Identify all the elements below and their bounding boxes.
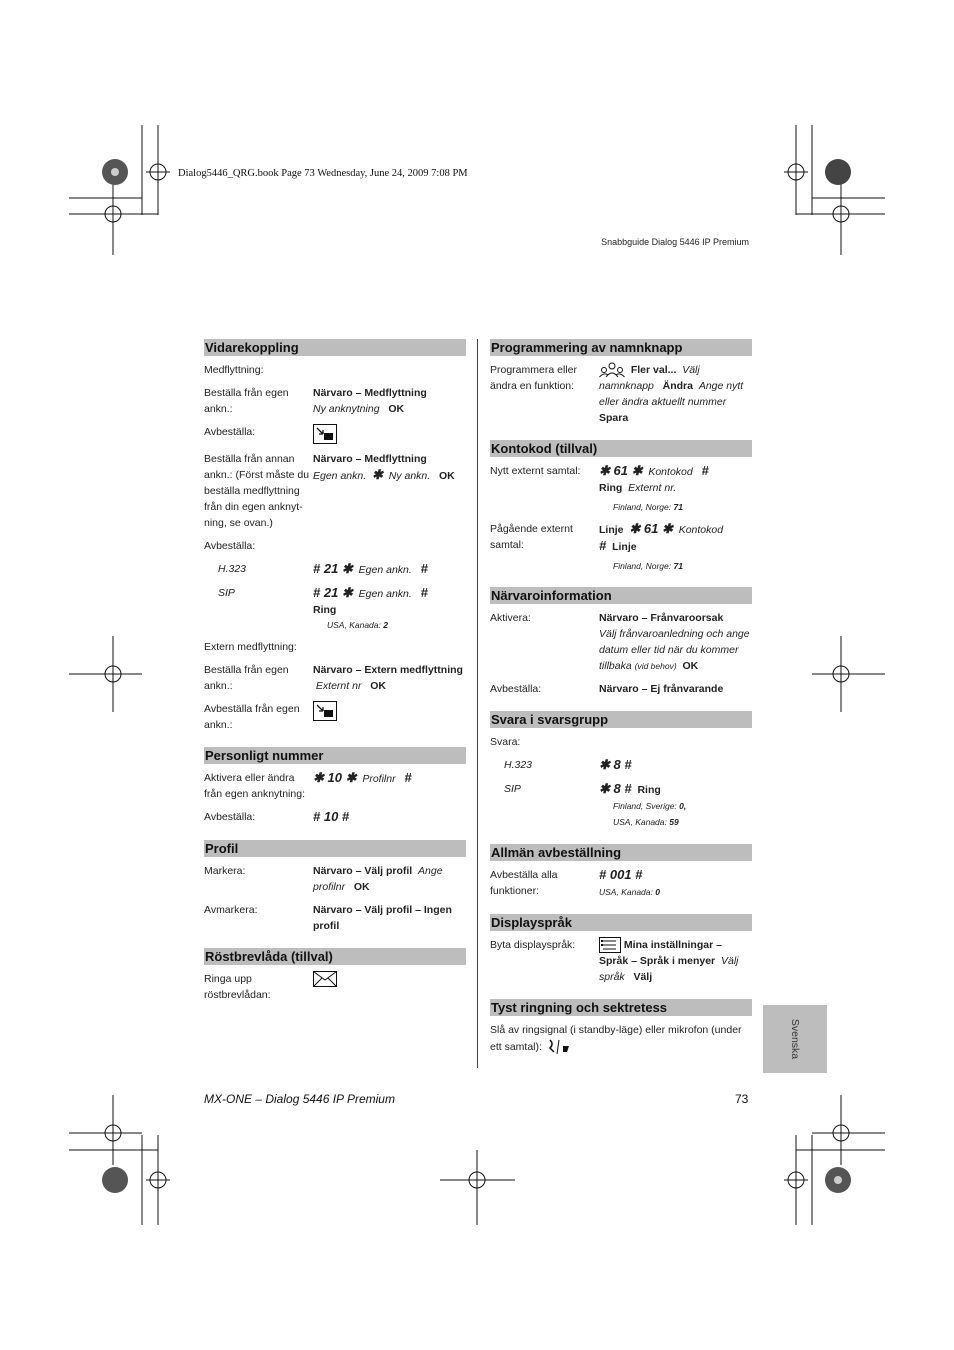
- row-label: Avbeställa:: [204, 426, 256, 438]
- row-label: Avbeställa:: [204, 811, 256, 823]
- diversion-key-icon: [313, 424, 337, 444]
- section-title: Röstbrevlåda (tillval): [204, 948, 466, 965]
- row: [490, 757, 752, 774]
- subheading: Extern medflyttning:: [204, 641, 297, 653]
- row: [204, 971, 466, 1003]
- row: [204, 424, 466, 444]
- note: Finland, Norge: 71: [613, 561, 683, 572]
- section-title: Kontokod (tillval): [490, 440, 752, 457]
- row-value: Fler val... Välj namnknapp Ändra Ange nytt eller ändra aktuellt nummer Spara: [599, 364, 744, 425]
- row-value: ✱ 8 #: [599, 757, 632, 773]
- row-value: ✱ 8 # Ring: [599, 781, 661, 797]
- subheading: Medflyttning:: [204, 364, 264, 376]
- mute-icon: [545, 1038, 573, 1056]
- page-number: 73: [735, 1092, 749, 1106]
- section-title: Personligt nummer: [204, 747, 466, 764]
- row: [490, 362, 752, 426]
- row-value: [313, 701, 466, 733]
- row-label: SIP: [504, 783, 521, 796]
- row-value: Närvaro – Välj profil – Ingen profil: [313, 904, 452, 932]
- row-label: H.323: [218, 563, 247, 575]
- running-head: Snabbguide Dialog 5446 IP Premium: [601, 237, 749, 247]
- row-value: # 10 #: [313, 809, 350, 824]
- settings-list-icon: [599, 937, 621, 953]
- column-divider: [477, 339, 478, 1068]
- row: [204, 863, 466, 895]
- row-value: Mina inställningar – Språk – Språk i menyer Välj språk Välj: [599, 939, 739, 984]
- footer-title: MX-ONE – Dialog 5446 IP Premium: [204, 1092, 395, 1106]
- note: USA, Kanada: 2: [327, 620, 388, 630]
- row-label: H.323: [504, 759, 533, 772]
- section-title: Allmän avbeställning: [490, 844, 752, 861]
- section-narvaroinformation: [490, 587, 752, 697]
- row-label: Byta displayspråk:: [490, 939, 576, 952]
- row-text: Slå av ringsignal (i standby-läge) eller mikrofon (under ett samtal):: [490, 1022, 752, 1056]
- row-label: Markera:: [204, 865, 246, 877]
- row-label: Avbeställa från egen ankn.:: [204, 703, 300, 731]
- row: [204, 385, 466, 417]
- section-profil: [204, 840, 466, 934]
- row: [204, 585, 466, 618]
- row-value: Närvaro – Frånvaroorsak Välj frånvaroanledning och ange datum eller tid när du kommer tillbaka (vid behov) OK: [599, 612, 750, 673]
- row-value: [313, 424, 466, 444]
- row: [204, 809, 466, 826]
- diversion-key-icon: [313, 701, 337, 721]
- row-label: Beställa från annan ankn.: (Först måste du beställa medflyttning från din egen anknyt-ning, se ovan.): [204, 453, 310, 529]
- section-allman-avbestallning: [490, 844, 752, 900]
- row: [490, 867, 752, 900]
- subheading: Svara:: [490, 736, 521, 749]
- section-title: Närvaroinformation: [490, 587, 752, 604]
- row-label: Avbeställa:: [490, 683, 542, 696]
- note: Finland, Sverige: 0, USA, Kanada: 59: [613, 801, 687, 828]
- row: [204, 701, 466, 733]
- row-value: # 21 ✱ Egen ankn. # Ring: [313, 585, 428, 616]
- row: [204, 662, 466, 694]
- section-vidarekoppling: [204, 339, 466, 733]
- row-value: # 21 ✱ Egen ankn. #: [313, 561, 428, 576]
- row-value: # 001 # USA, Kanada: 0: [599, 867, 660, 898]
- section-personligt-nummer: [204, 747, 466, 826]
- section-title: Tyst ringning och sektretess: [490, 999, 752, 1016]
- row-label: SIP: [218, 587, 235, 599]
- section-title: Programmering av namnknapp: [490, 339, 752, 356]
- row-value: [313, 971, 466, 1003]
- row-value: Linje ✱ 61 ✱ Kontokod # Linje: [599, 521, 724, 554]
- row-label: Nytt externt samtal:: [490, 465, 581, 478]
- contacts-icon: [599, 362, 625, 378]
- section-kontokod: [490, 440, 752, 573]
- row: [490, 463, 752, 496]
- row: [204, 561, 466, 578]
- row-value: Närvaro – Medflyttning Ny anknytning OK: [313, 387, 427, 415]
- row: [490, 521, 752, 555]
- section-title: Vidarekoppling: [204, 339, 466, 356]
- row: [490, 681, 752, 697]
- row-label: Aktivera eller ändra från egen anknytning:: [204, 772, 305, 800]
- row-value: Närvaro – Extern medflyttning Externt nr OK: [313, 664, 463, 692]
- row-label: Avmarkera:: [204, 904, 258, 916]
- note: Finland, Norge: 71: [613, 502, 683, 513]
- row-value: Närvaro – Ej frånvarande: [599, 683, 724, 696]
- row-label: Pågående externt samtal:: [490, 523, 573, 552]
- section-programmering: [490, 339, 752, 426]
- row-label: Avbeställa alla funktioner:: [490, 869, 558, 898]
- section-title: Profil: [204, 840, 466, 857]
- row-label: Beställa från egen ankn.:: [204, 664, 289, 692]
- section-tyst-ringning: [490, 999, 752, 1056]
- section-displaysprak: [490, 914, 752, 985]
- row-label: Beställa från egen ankn.:: [204, 387, 289, 415]
- row: [490, 937, 752, 985]
- language-tab-label: Svenska: [789, 1018, 801, 1060]
- row-value: Närvaro – Medflyttning Egen ankn. ✱ Ny ankn. OK: [313, 453, 455, 482]
- section-title: Displayspråk: [490, 914, 752, 931]
- row-value: ✱ 10 ✱ Profilnr #: [313, 770, 412, 785]
- subheading: Avbeställa:: [204, 540, 256, 552]
- left-column: [204, 339, 466, 1017]
- row-label: Programmera eller ändra en funktion:: [490, 364, 577, 392]
- section-rostbrevlada: [204, 948, 466, 1003]
- row: [204, 902, 466, 934]
- row: [490, 781, 752, 798]
- envelope-icon: [313, 971, 337, 987]
- row-label: Ringa upp röstbrevlådan:: [204, 973, 271, 1001]
- row-label: Aktivera:: [490, 612, 531, 625]
- right-column: [490, 339, 752, 1070]
- row-value: ✱ 61 ✱ Kontokod # Ring Externt nr.: [599, 463, 709, 495]
- section-title: Svara i svarsgrupp: [490, 711, 752, 728]
- row-value: Närvaro – Välj profil Ange profilnr OK: [313, 865, 443, 893]
- row: [204, 451, 466, 531]
- row: [490, 610, 752, 674]
- row: [204, 770, 466, 802]
- file-info: Dialog5446_QRG.book Page 73 Wednesday, June 24, 2009 7:08 PM: [178, 168, 468, 179]
- section-svara-svarsgrupp: [490, 711, 752, 830]
